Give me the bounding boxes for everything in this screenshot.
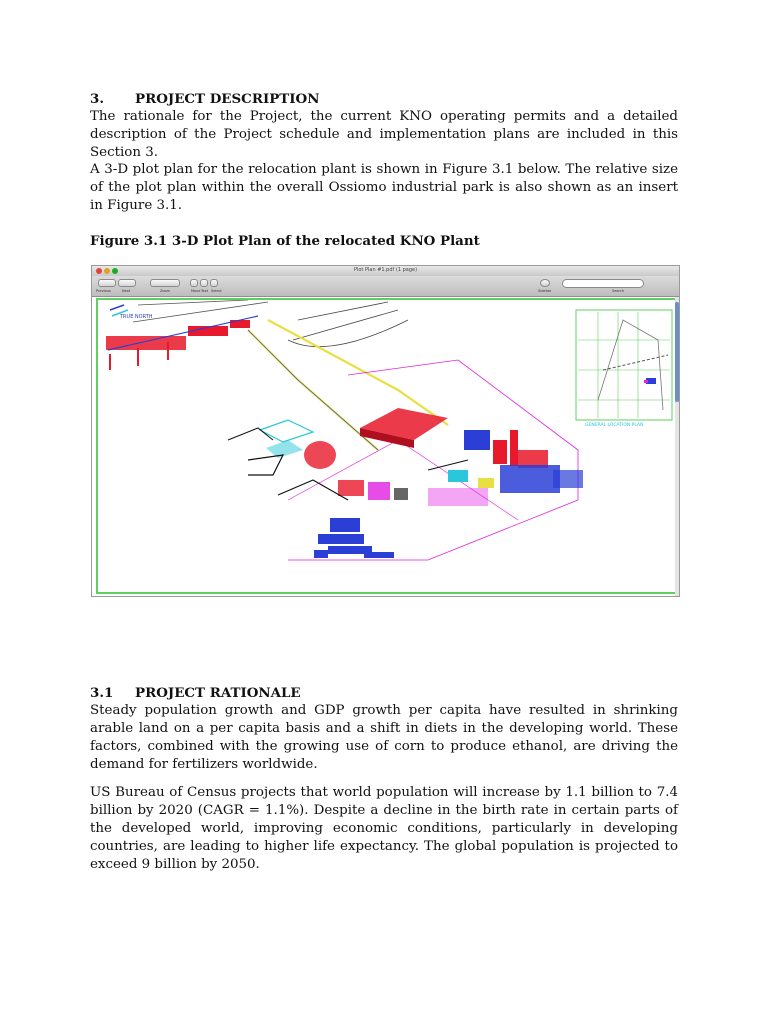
plot-plan-drawing bbox=[98, 300, 675, 592]
insert-caption: GENERAL LOCATION PLAN bbox=[585, 423, 644, 428]
plot-plan-canvas[interactable] bbox=[96, 298, 677, 594]
toolbar-label-next: Next bbox=[122, 289, 131, 293]
admin-buildings bbox=[314, 518, 394, 558]
toolbar-label-text: Text bbox=[201, 289, 209, 293]
section-3-number: 3. bbox=[90, 91, 104, 107]
section-3-heading bbox=[90, 90, 678, 108]
zoom-button[interactable] bbox=[150, 279, 180, 287]
section-3-para-2: A 3-D plot plan for the relocation plant is shown in Figure 3.1 below. The relative size of the plot plan within the overall Ossiomo industrial park is also shown as an insert in Figure 3.1. bbox=[90, 162, 678, 213]
section-3-1-title: PROJECT RATIONALE bbox=[135, 685, 301, 701]
figure-caption: Figure 3.1 3-D Plot Plan of the relocated KNO Plant bbox=[90, 233, 480, 249]
window-title: Plot Plan #1.pdf (1 page) bbox=[353, 267, 418, 273]
text-tool-button[interactable] bbox=[200, 279, 208, 287]
toolbar-label-previous: Previous bbox=[96, 289, 111, 293]
previous-button[interactable] bbox=[98, 279, 116, 287]
red-warehouse bbox=[360, 408, 448, 448]
toolbar-label-search: Search bbox=[612, 289, 625, 293]
section-3-1-heading bbox=[90, 684, 678, 702]
toolbar-label-zoom: Zoom bbox=[160, 289, 171, 293]
toolbar-label-sidebar: Sidebar bbox=[538, 289, 552, 293]
section-3-1-para-2: US Bureau of Census projects that world population will increase by 1.1 billion to 7.4 billion by 2020 (CAGR = 1.1%). Despite a decline in the birth rate in certain parts of the developed world, improving economic conditions, particularly in developing countries, are leading to higher life expectancy. The global population is projected to exceed 9 billion by 2050. bbox=[90, 785, 678, 872]
storage-dome bbox=[304, 441, 336, 469]
process-units bbox=[448, 430, 583, 493]
section-3-1-number: 3.1 bbox=[90, 685, 114, 701]
pier-structures bbox=[106, 316, 258, 370]
scrollbar-thumb[interactable] bbox=[675, 302, 679, 402]
toolbar-label-select: Select bbox=[211, 289, 222, 293]
section-3-title: PROJECT DESCRIPTION bbox=[135, 91, 320, 107]
section-3-1-para-1: Steady population growth and GDP growth per capita have resulted in shrinking arable land on a per capita basis and a shift in diets in the developing world. These factors, combined with the growing use of corn to produce ethanol, are driving the demand for fertilizers worldwide. bbox=[90, 703, 678, 772]
figure-3-1-screenshot bbox=[91, 265, 680, 597]
select-tool-button[interactable] bbox=[210, 279, 218, 287]
viewer-toolbar bbox=[92, 276, 679, 297]
north-label: TRUE NORTH bbox=[120, 314, 153, 320]
search-input[interactable] bbox=[562, 279, 644, 288]
toolbar-label-move: Move bbox=[191, 289, 201, 293]
north-arrow-icon bbox=[110, 305, 153, 320]
move-tool-button[interactable] bbox=[190, 279, 198, 287]
next-button[interactable] bbox=[118, 279, 136, 287]
location-plan-insert bbox=[576, 310, 672, 428]
section-3-para-1: The rationale for the Project, the current KNO operating permits and a detailed description of the Project schedule and implementation plans are included in this Section 3. bbox=[90, 109, 678, 160]
sidebar-button[interactable] bbox=[540, 279, 550, 287]
